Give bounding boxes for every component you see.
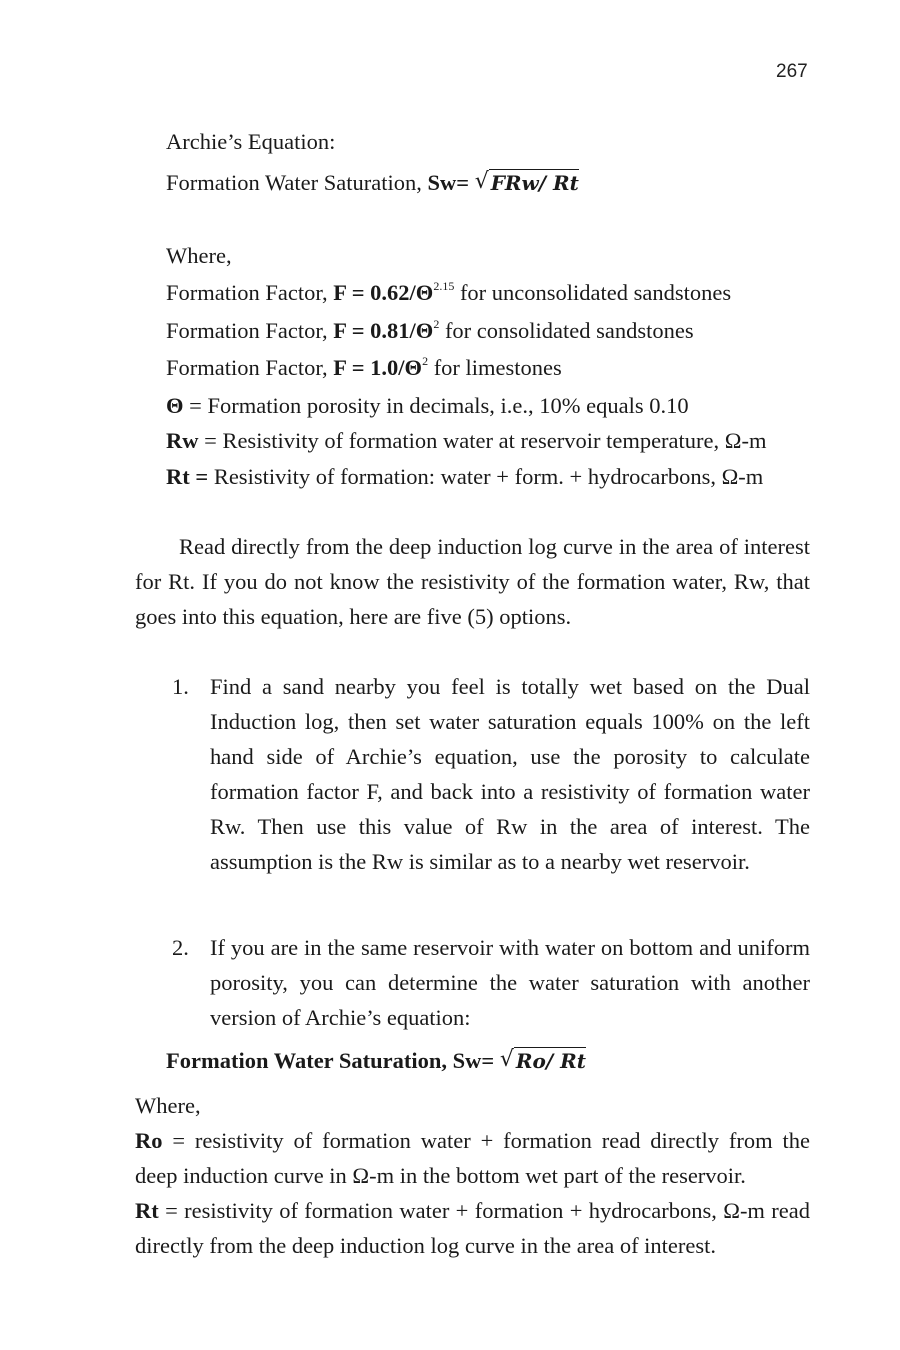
list-item: Find a sand nearby you feel is totally wet based on the Dual Induction log, then set water saturation equals 100% on the left hand side of Archie’s equation, use the porosity to calculate formation factor F, and back into a resistivity of formation water Rw. Then use this value of Rw in the area of interest. The assumption is the Rw is similar as to a nearby wet reservoir. <box>210 674 810 874</box>
list-number: 2. <box>172 935 189 960</box>
sw-bold: Sw= <box>427 170 470 195</box>
factor-prefix: Formation Factor, <box>166 318 334 343</box>
definition-term: Θ <box>166 393 184 418</box>
definition-term: Rt = <box>166 464 209 489</box>
factor-formula: F = 1.0/Θ <box>333 355 423 380</box>
sw-ro-equation <box>166 1048 586 1074</box>
sqrt-formula <box>474 169 579 195</box>
rt-definition <box>135 1193 810 1263</box>
factor-formula: F = 0.81/Θ <box>333 318 434 343</box>
factor-suffix: for unconsolidated sandstones <box>454 280 732 305</box>
ro-definition <box>135 1123 810 1193</box>
factor-exponent: 2 <box>433 317 440 331</box>
factor-formula: F = 0.62/Θ <box>333 280 434 305</box>
intro-text: Read directly from the deep induction log curve in the area of interest for Rt. If you do not know the resistivity of the formation water, Rw, that goes into this equation, here are five (5) options. <box>135 534 810 629</box>
factor-line <box>166 317 694 343</box>
formula-text: Ro/ Rt <box>515 1049 586 1073</box>
page-number: 267 <box>776 61 808 82</box>
intro-paragraph <box>135 529 810 634</box>
definition-text: = Resistivity of formation water at reservoir temperature, Ω-m <box>198 428 767 453</box>
formula-text: FRw/ Rt <box>490 171 579 195</box>
definition-text: = Formation porosity in decimals, i.e., 10% equals 0.10 <box>183 393 689 418</box>
radical-icon: √ <box>499 1047 514 1072</box>
archie-heading: Archie’s Equation: <box>166 129 336 154</box>
factor-suffix: for consolidated sandstones <box>439 318 694 343</box>
factor-suffix: for limestones <box>428 355 562 380</box>
list-item: If you are in the same reservoir with water on bottom and uniform porosity, you can determine the water saturation with another version of Archie’s equation: <box>210 935 810 1030</box>
definition-term: Rw <box>166 428 199 453</box>
definition-text: Resistivity of formation: water + form. + hydrocarbons, Ω-m <box>208 464 764 489</box>
factor-prefix: Formation Factor, <box>166 280 334 305</box>
factor-prefix: Formation Factor, <box>166 355 334 380</box>
where-label: Where, <box>166 243 232 268</box>
definition-text: = resistivity of formation water + formation read directly from the deep induction curve in Ω-m in the bottom wet part of the reservoir. <box>135 1128 810 1188</box>
factor-exponent: 2 <box>422 354 429 368</box>
definition-line <box>166 430 766 453</box>
where-label: Where, <box>135 1093 201 1118</box>
factor-line <box>166 279 732 305</box>
list-number: 1. <box>172 674 189 699</box>
sqrt-formula <box>500 1049 586 1073</box>
definition-term: Rt <box>135 1198 159 1223</box>
radical-icon: √ <box>474 169 489 194</box>
sw2-label: Formation Water Saturation, Sw= <box>166 1048 495 1073</box>
sw-label: Formation Water Saturation, <box>166 170 428 195</box>
definition-line <box>166 466 763 489</box>
archie-equation <box>166 169 579 195</box>
factor-exponent: 2.15 <box>433 279 455 293</box>
definition-line <box>166 395 689 418</box>
definition-term: Ro <box>135 1128 163 1153</box>
definition-text: = resistivity of formation water + formation + hydrocarbons, Ω-m read directly from the deep induction log curve in the area of interest. <box>135 1198 810 1258</box>
factor-line <box>166 354 562 380</box>
